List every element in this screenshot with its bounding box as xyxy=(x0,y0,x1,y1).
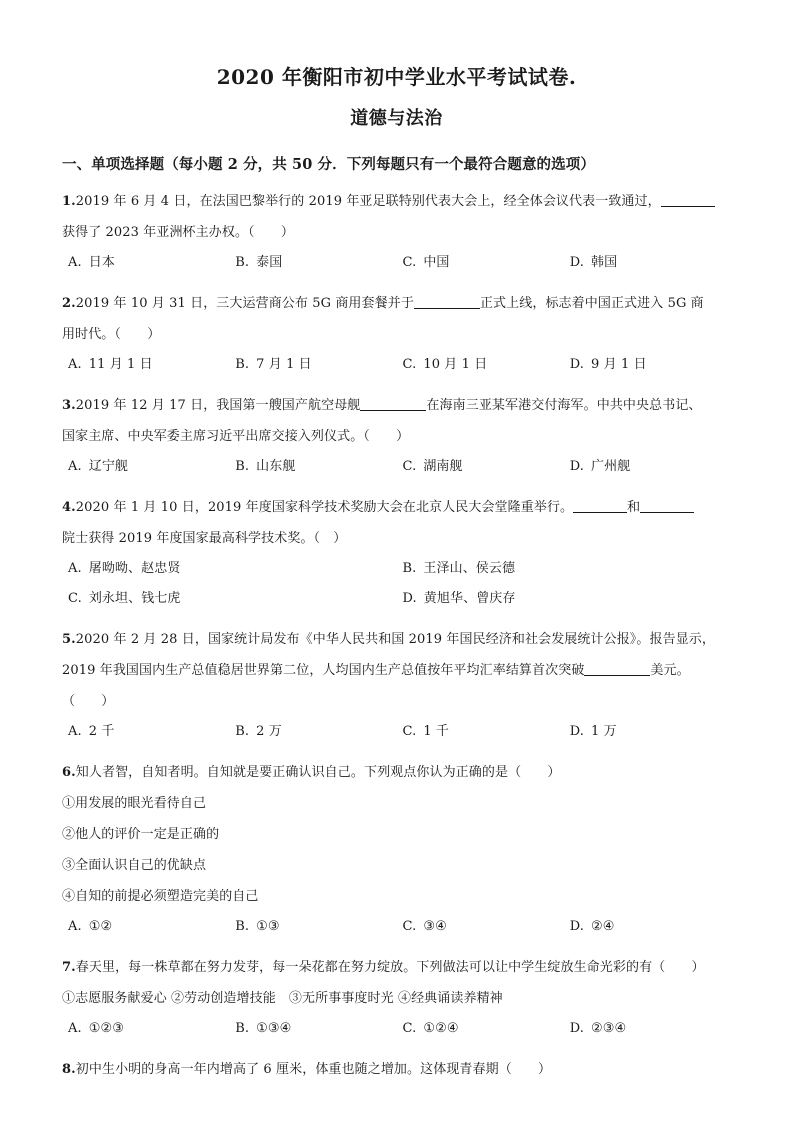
question-5-stem-line2 xyxy=(62,655,731,686)
question-2-option-c[interactable] xyxy=(397,350,564,380)
question-3-options xyxy=(62,452,731,482)
question-5-option-a[interactable] xyxy=(62,717,229,747)
option-text: 屠呦呦、赵忠贤 xyxy=(88,561,181,576)
question-6-text: 知人者智，自知者明。自知就是要正确认识自己。下列观点你认为正确的是（ ） xyxy=(75,765,561,780)
question-7-text: 春天里，每一株草都在努力发芽，每一朵花都在努力绽放。下列做法可以让中学生绽放生命光彩的有（ ） xyxy=(75,960,705,975)
question-6-statement-4: ④自知的前提必须塑造完美的自己 xyxy=(62,889,259,904)
question-6 xyxy=(62,757,731,942)
question-1-blank[interactable] xyxy=(661,193,715,207)
question-2-options xyxy=(62,350,731,380)
option-label: A. xyxy=(68,357,82,372)
question-4-blank-2[interactable] xyxy=(640,499,694,513)
question-7-option-c[interactable] xyxy=(397,1014,564,1044)
question-6-options xyxy=(62,912,731,942)
question-1-number: 1. xyxy=(62,194,76,209)
question-6-option-c[interactable] xyxy=(397,912,564,942)
question-7-option-d[interactable] xyxy=(564,1014,731,1044)
question-2-stem-line3: 用时代。（ ） xyxy=(62,327,161,342)
question-6-statement-1: ①用发展的眼光看待自己 xyxy=(62,796,207,811)
question-2-number: 2. xyxy=(62,296,76,311)
question-5-answer-paren: （ ） xyxy=(62,694,115,709)
question-7-number: 7. xyxy=(62,960,76,975)
option-label: D. xyxy=(569,459,585,474)
option-label: C. xyxy=(402,459,417,474)
option-label: B. xyxy=(235,459,250,474)
option-text: 湖南舰 xyxy=(423,459,463,474)
question-1-text-a: 2019 年 6 月 4 日，在法国巴黎举行的 2019 年亚足联特别代表大会上，经全体会议代表一致通过， xyxy=(75,194,661,209)
option-text: 1 万 xyxy=(591,724,617,739)
option-text: ①②④ xyxy=(423,1021,459,1036)
option-text: 日本 xyxy=(88,255,115,270)
option-label: A. xyxy=(68,561,82,576)
option-text: 泰国 xyxy=(256,255,283,270)
question-1-options xyxy=(62,248,731,278)
question-5-blank[interactable] xyxy=(584,662,650,676)
question-4-conj: 和 xyxy=(627,500,641,515)
option-text: 9 月 1 日 xyxy=(591,357,647,372)
question-6-number: 6. xyxy=(62,765,76,780)
question-4-option-a[interactable] xyxy=(62,554,397,584)
question-5-option-d[interactable] xyxy=(564,717,731,747)
question-4-blank-1[interactable] xyxy=(573,499,627,513)
question-8-number: 8. xyxy=(62,1062,76,1077)
question-3-option-a[interactable] xyxy=(62,452,229,482)
question-5-text-c: 美元。 xyxy=(650,663,690,678)
question-2-stem xyxy=(62,288,731,319)
option-text: 山东舰 xyxy=(256,459,296,474)
option-label: A. xyxy=(68,919,82,934)
question-4-stem-line2: 院士获得 2019 年度国家最高科学技术奖。（ ） xyxy=(62,531,347,546)
question-1-option-d[interactable] xyxy=(564,248,731,278)
option-text: 10 月 1 日 xyxy=(423,357,488,372)
question-4-number: 4. xyxy=(62,500,76,515)
question-5-option-b[interactable] xyxy=(229,717,396,747)
question-5-number: 5. xyxy=(62,632,76,647)
option-text: 辽宁舰 xyxy=(88,459,129,474)
option-label: B. xyxy=(235,255,250,270)
question-6-option-b[interactable] xyxy=(229,912,396,942)
option-text: 1 千 xyxy=(423,724,450,739)
option-label: B. xyxy=(235,357,250,372)
option-label: A. xyxy=(68,459,82,474)
option-label: B. xyxy=(402,561,417,576)
question-5-text-b: 2019 年我国国内生产总值稳居世界第二位，人均国内生产总值按年平均汇率结算首次突破 xyxy=(62,663,585,678)
question-6-option-d[interactable] xyxy=(564,912,731,942)
question-6-statement-2: ②他人的评价一定是正确的 xyxy=(62,827,220,842)
option-label: D. xyxy=(402,591,417,606)
option-label: B. xyxy=(235,724,250,739)
question-3 xyxy=(62,390,731,482)
question-7-statements: ①志愿服务献爱心 ②劳动创造增技能 ③无所事事度时光 ④经典诵读养精神 xyxy=(62,991,503,1006)
question-3-blank[interactable] xyxy=(360,397,426,411)
question-3-option-d[interactable] xyxy=(564,452,731,482)
option-text: ①② xyxy=(88,919,113,934)
question-2-text-a: 2019 年 10 月 31 日，三大运营商公布 5G 商用套餐并于 xyxy=(75,296,414,311)
question-2-option-d[interactable] xyxy=(564,350,731,380)
question-5-stem xyxy=(62,624,731,655)
option-label: C. xyxy=(402,255,417,270)
option-text: 2 万 xyxy=(256,724,282,739)
option-label: D. xyxy=(569,357,585,372)
option-text: 韩国 xyxy=(591,255,618,270)
question-5-text-a: 2020 年 2 月 28 日，国家统计局发布《中华人民共和国 2019 年国民经济和社会发展统计公报》。报告显示， xyxy=(75,632,715,647)
page-subtitle: 道德与法治 xyxy=(350,108,443,129)
question-2-text-b: 正式上线，标志着中国正式进入 5G 商 xyxy=(479,296,704,311)
question-6-statement-3: ③全面认识自己的优缺点 xyxy=(62,858,207,873)
option-text: ②③④ xyxy=(591,1021,627,1036)
question-7-stem xyxy=(62,952,731,983)
question-4-options-row2 xyxy=(62,584,731,614)
question-3-option-b[interactable] xyxy=(229,452,396,482)
question-2-option-a[interactable] xyxy=(62,350,229,380)
question-3-number: 3. xyxy=(62,398,76,413)
question-3-text-a: 2019 年 12 月 17 日，我国第一艘国产航空母舰 xyxy=(75,398,361,413)
question-4 xyxy=(62,492,731,614)
option-text: 7 月 1 日 xyxy=(256,357,312,372)
question-3-text-b: 在海南三亚某军港交付海军。中共中央总书记、 xyxy=(426,398,702,413)
option-text: ①②③ xyxy=(88,1021,124,1036)
question-8-stem xyxy=(62,1054,731,1085)
option-label: C. xyxy=(402,724,417,739)
question-1-option-c[interactable] xyxy=(397,248,564,278)
question-2-option-b[interactable] xyxy=(229,350,396,380)
question-1-stem-line2: 获得了 2023 年亚洲杯主办权。（ ） xyxy=(62,225,294,240)
question-4-text-a: 2020 年 1 月 10 日，2019 年度国家科学技术奖励大会在北京人民大会堂隆重举行。 xyxy=(75,500,574,515)
question-5-options xyxy=(62,717,731,747)
page-title: 2020 年衡阳市初中学业水平考试试卷. xyxy=(216,65,577,89)
question-4-stem xyxy=(62,492,731,523)
option-label: D. xyxy=(569,724,585,739)
question-8 xyxy=(62,1054,731,1085)
question-1-stem xyxy=(62,186,731,217)
question-1-option-b[interactable] xyxy=(229,248,396,278)
option-text: ①③④ xyxy=(256,1021,292,1036)
option-label: C. xyxy=(68,591,82,606)
option-label: B. xyxy=(235,919,250,934)
option-text: 广州舰 xyxy=(591,459,631,474)
option-label: C. xyxy=(402,919,417,934)
option-label: A. xyxy=(68,724,82,739)
question-8-text: 初中生小明的身高一年内增高了 6 厘米，体重也随之增加。这体现青春期（ ） xyxy=(75,1062,552,1077)
option-text: 中国 xyxy=(423,255,450,270)
option-label: A. xyxy=(68,255,82,270)
option-text: 2 千 xyxy=(88,724,115,739)
question-4-option-c[interactable] xyxy=(62,584,397,614)
question-3-stem-line3: 国家主席、中央军委主席习近平出席交接入列仪式。（ ） xyxy=(62,429,410,444)
option-text: 王泽山、侯云德 xyxy=(423,561,516,576)
option-text: ①③ xyxy=(256,919,280,934)
question-7-option-b[interactable] xyxy=(229,1014,396,1044)
question-6-stem xyxy=(62,757,731,788)
question-7-options xyxy=(62,1014,731,1044)
option-text: 11 月 1 日 xyxy=(88,357,153,372)
option-label: C. xyxy=(402,357,417,372)
option-text: ②④ xyxy=(591,919,615,934)
section-heading: 一、单项选择题（每小题 2 分，共 50 分．下列每题只有一个最符合题意的选项） xyxy=(62,156,595,173)
question-2-blank[interactable] xyxy=(414,295,480,309)
question-6-option-a[interactable] xyxy=(62,912,229,942)
question-5 xyxy=(62,624,731,747)
question-7-option-a[interactable] xyxy=(62,1014,229,1044)
option-label: D. xyxy=(569,919,585,934)
question-4-option-b[interactable] xyxy=(397,554,732,584)
option-label: D. xyxy=(569,1021,585,1036)
question-5-option-c[interactable] xyxy=(397,717,564,747)
question-1 xyxy=(62,186,731,278)
option-label: D. xyxy=(569,255,585,270)
question-4-option-d[interactable] xyxy=(397,584,732,614)
question-4-options-row1 xyxy=(62,554,731,584)
option-text: 黄旭华、曾庆存 xyxy=(423,591,516,606)
question-2 xyxy=(62,288,731,380)
question-7 xyxy=(62,952,731,1044)
question-3-stem xyxy=(62,390,731,421)
option-label: B. xyxy=(235,1021,250,1036)
option-label: A. xyxy=(68,1021,82,1036)
question-1-option-a[interactable] xyxy=(62,248,229,278)
option-label: C. xyxy=(402,1021,417,1036)
question-3-option-c[interactable] xyxy=(397,452,564,482)
option-text: 刘永坦、钱七虎 xyxy=(88,591,181,606)
option-text: ③④ xyxy=(423,919,447,934)
